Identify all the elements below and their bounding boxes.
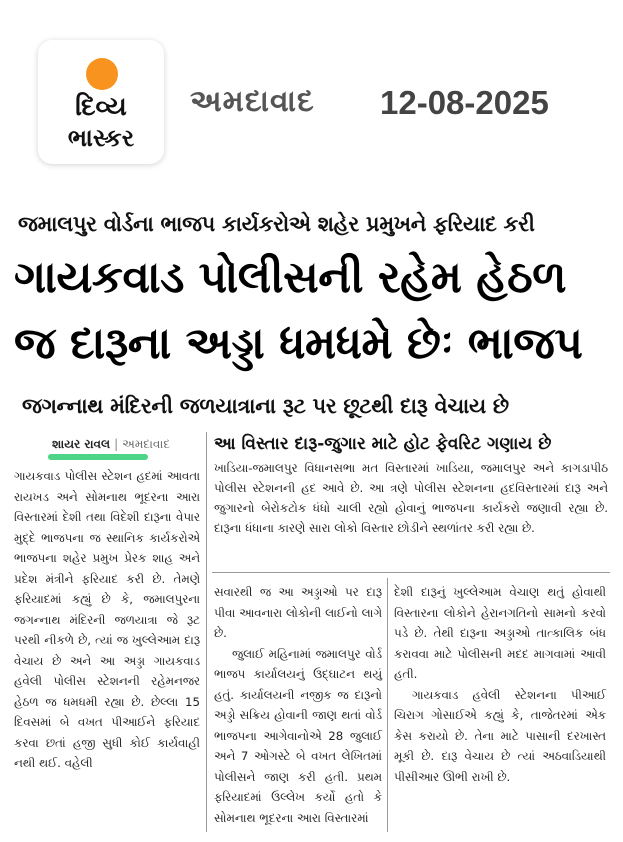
- byline-author: શાયર રાવલ: [52, 437, 111, 451]
- sidebar-box-title: આ વિસ્તાર દારૂ-જુગાર માટે હોટ ફેવરિટ ગણાય છે: [214, 434, 552, 454]
- newspaper-logo: [38, 40, 164, 164]
- sidebar-box-body: ખાડિયા-જમાલપુર વિધાનસભા મત વિસ્તારમાં ખાડિયા, જમાલપુર અને કાગડાપીઠ પોલીસ સ્ટેશનની હદ આવે છે. આ ત્રણે પોલીસ સ્ટેશનના હદવિસ્તારમાં દારૂ અને જુગારનો બેરોકટોક ધંધો ચાલી રહ્યો હોવાનું ભાજપના કાર્યકરો જણાવી રહ્યા છે. દારૂના ધંધાના કારણે સારા લોકો વિસ્તાર છોડીને સ્થળાંતર કરી રહ્યા છે.: [214, 461, 608, 535]
- edition-date: 12-08-2025: [380, 84, 549, 121]
- logo-text-bhaskar: ભાસ્કર: [67, 124, 135, 152]
- headline-line-1: ગાયકવાડ પોલીસની રહેમ હેઠળ: [14, 252, 567, 303]
- paragraph: દેશી દારૂનું ખુલ્લેઆમ વેચાણ થતું હોવાથી વિસ્તારના લોકોને હેરાનગતિનો સામનો કરવો પડે છે. તેથી દારૂના અડ્ડાઓ તાત્કાલિક બંધ કરાવવા માટે પોલીસની મદદ માગવામાં આવી હતી.: [394, 585, 606, 681]
- byline-separator: |: [114, 437, 119, 451]
- paragraph: સવારથી જ આ અડ્ડાઓ પર દારૂ પીવા આવનારા લોકોની લાઈનો લાગે છે.: [214, 585, 382, 640]
- column-divider-2: [387, 578, 388, 832]
- article-subhead: જગન્નાથ મંદિરની જળયાત્રાના રૂટ પર છૂટથી દારૂ વેચાય છે: [22, 394, 509, 418]
- column-divider: [206, 432, 207, 832]
- article-column-2: [214, 582, 382, 828]
- article-column-1: [14, 466, 200, 774]
- article-kicker: જમાલપુર વોર્ડના ભાજપ કાર્યકરોએ શહેર પ્રમુખને ફરિયાદ કરી: [18, 212, 535, 236]
- sun-icon: [86, 58, 118, 90]
- logo-text-divya: દિવ્ય: [75, 92, 127, 122]
- paragraph: ગાયકવાડ પોલીસ સ્ટેશન હદમાં આવતા રાયખડ અને સોમનાથ ભૂદરના આરા વિસ્તારમાં દેશી તથા વિદેશી દારૂના વેપાર મુદ્દે ભાજપના જ સ્થાનિક કાર્યકરોએ ભાજપના શહેર પ્રમુખ પ્રેરક શાહ અને પ્રદેશ મંત્રીને ફરિયાદ કરી છે. તેમણે ફરિયાદમાં કહ્યું છે કે, જમાલપુરના જગન્નાથ મંદિરની જળયાત્રા જે રૂટ પરથી નીકળે છે, ત્યાં જ ખુલ્લેઆમ દારૂ વેચાય છે અને આ અડ્ડા ગાયકવાડ હવેલી પોલીસ સ્ટેશનની રહેમનજર હેઠળ જ ધમધમી રહ્યા છે. છેલ્લા 15 દિવસમાં બે વખત પીઆઈને ફરિયાદ કરવા છતાં હજી સુધી કોઈ કાર્યવાહી નથી થઈ. વહેલી: [14, 469, 200, 770]
- sidebar-box-rule: [212, 572, 610, 573]
- headline-line-2: જ દારૂના અડ્ડા ધમધમે છેઃ ભાજપ: [14, 318, 583, 369]
- paragraph: જુલાઈ મહિનામાં જમાલપુર વોર્ડ ભાજપ કાર્યાલયનું ઉદ્ઘાટન થયું હતું. કાર્યાલયની નજીક જ દારૂનો અડ્ડો સક્રિય હોવાની જાણ થતાં વોર્ડ ભાજપના આગેવાનોએ 28 જુલાઈ અને 7 ઓગસ્ટે બે વખત લેખિતમાં પોલીસને જાણ કરી હતી. પ્રથમ ફરિયાદમાં ઉલ્લેખ કર્યો હતો કે સોમનાથ ભૂદરના આરા વિસ્તારમાં: [214, 646, 382, 825]
- article-column-3: [394, 582, 606, 787]
- byline-city: અમદાવાદ: [122, 437, 171, 451]
- paragraph: ગાયકવાડ હવેલી સ્ટેશનના પીઆઈ ચિરાગ ગોસાઈએ કહ્યું કે, તાજેતરમાં એક કેસ કરાયો છે. તેના માટે પાસાની દરખાસ્ત મૂકી છે. દારૂ વેચાય છે ત્યાં અઠવાડિયાથી પીસીઆર ઊભી રાખી છે.: [394, 687, 606, 784]
- highlight-underline: [48, 454, 148, 460]
- edition-city: અમદાવાદ: [190, 84, 315, 119]
- byline: [52, 437, 170, 452]
